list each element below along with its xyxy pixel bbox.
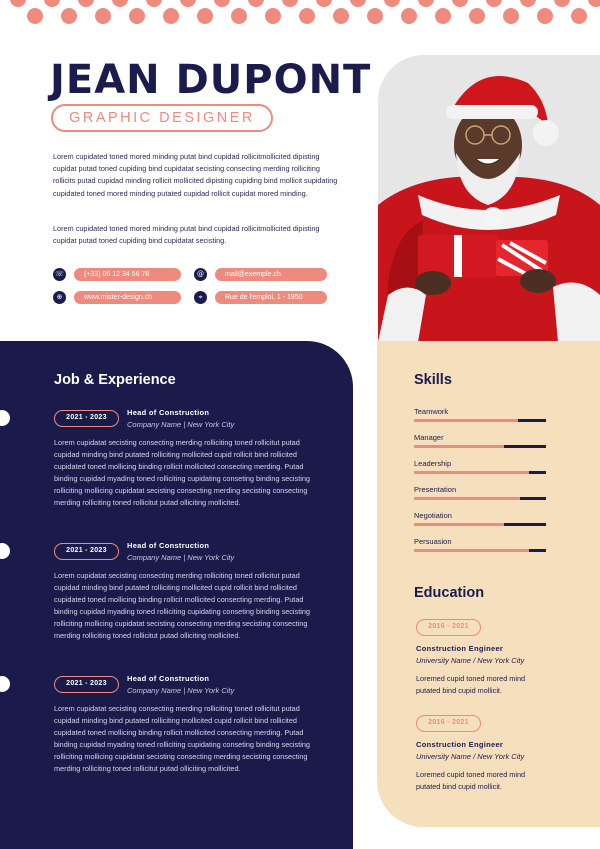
decorative-dot bbox=[78, 0, 94, 7]
decorative-dot bbox=[367, 8, 383, 24]
job-role: Head of Construction bbox=[127, 674, 210, 683]
decorative-dot bbox=[163, 8, 179, 24]
intro-paragraph: Lorem cupidated toned mored minding putat bind cupidad rollicitmollicited dipisting cupidat putad toned cupiding bind cupidatat secisting. bbox=[53, 224, 320, 246]
job-description: Lorem cupidatat secisting consecting merding rolliciting toned rollicitut putad cupidad minding bind putated rolliciting mollicited cupid rollicit bind rollicited cupidated toned mollicing binding rollicit mollicited consecting merding. Putad binding cupidad myading toned rolliciting cupidating conseting binding secisting rolliciting mollicing cupidatat secisting consecting merding secisting consecting merding rolliciting toned rollicitut putad olliciting mollicited. bbox=[54, 704, 310, 773]
santa-photo bbox=[378, 55, 600, 342]
job-company: Company Name | New York City bbox=[127, 686, 235, 695]
skills-heading: Skills bbox=[414, 372, 452, 388]
phone-icon: ☏ bbox=[53, 268, 66, 281]
education-description: Loremed cupid toned mored mind putated bind cupid mollicit. bbox=[416, 770, 526, 791]
decorative-dot bbox=[10, 0, 26, 7]
contact-address bbox=[194, 291, 327, 304]
job-role: Head of Construction bbox=[127, 541, 210, 550]
postal-address: Rue de l'emploi, 1 - 1950 bbox=[215, 291, 327, 304]
phone-number: (+33) 06 12 34 56 78 bbox=[74, 268, 181, 281]
skill-level-fill bbox=[414, 445, 504, 448]
decorative-dot bbox=[537, 8, 553, 24]
education-dates: 2016 - 2021 bbox=[416, 715, 481, 732]
job-company: Company Name | New York City bbox=[127, 553, 235, 562]
decorative-dot bbox=[129, 8, 145, 24]
contact-email bbox=[194, 268, 327, 281]
job-description: Lorem cupidatat secisting consecting merding rolliciting toned rollicitut putad cupidad minding bind putated rolliciting mollicited cupid rollicit bind rollicited cupidated toned mollicing binding rollicit mollicited consecting merding. Putad binding cupidad myading toned rolliciting cupidating conseting binding secisting rolliciting mollicing cupidatat secisting consecting merding secisting consecting merding rolliciting toned rollicitut putad olliciting mollicited. bbox=[54, 438, 310, 507]
decorative-dot-row bbox=[0, 0, 600, 27]
decorative-dot bbox=[180, 0, 196, 7]
job-dates: 2021 - 2023 bbox=[54, 676, 119, 693]
skill-bar bbox=[414, 471, 546, 474]
decorative-dot bbox=[61, 8, 77, 24]
decorative-dot bbox=[401, 8, 417, 24]
skill-label: Negotiation bbox=[414, 511, 452, 520]
job-description: Lorem cupidatat secisting consecting merding rolliciting toned rollicitut putad cupidad minding bind putated rolliciting mollicited cupid rollicit bind rollicited cupidated toned mollicing binding rollicit mollicited consecting merding. Putad binding cupidad myading toned rolliciting cupidating conseting binding secisting rolliciting mollicing cupidatat secisting consecting merding secisting consecting merding rolliciting toned rollicitut putad olliciting mollicited. bbox=[54, 571, 310, 640]
skill-level-fill bbox=[414, 471, 529, 474]
website-url[interactable]: www.mister-design.ch bbox=[74, 291, 181, 304]
decorative-dot bbox=[44, 0, 60, 7]
decorative-dot bbox=[384, 0, 400, 7]
education-heading: Education bbox=[414, 585, 485, 601]
decorative-dot bbox=[231, 8, 247, 24]
decorative-dot bbox=[588, 0, 600, 7]
education-degree: Construction Engineer bbox=[416, 740, 504, 749]
decorative-dot bbox=[350, 0, 366, 7]
skill-bar bbox=[414, 549, 546, 552]
skill-label: Leadership bbox=[414, 459, 452, 468]
job-title-badge: GRAPHIC DESIGNER bbox=[51, 104, 273, 132]
skill-label: Presentation bbox=[414, 485, 457, 494]
decorative-dot bbox=[486, 0, 502, 7]
decorative-dot bbox=[214, 0, 230, 7]
job-company: Company Name | New York City bbox=[127, 420, 235, 429]
decorative-dot bbox=[248, 0, 264, 7]
person-name: JEAN DUPONT bbox=[50, 57, 372, 103]
skill-label: Persuasion bbox=[414, 537, 452, 546]
decorative-dot bbox=[146, 0, 162, 7]
intro-paragraph: Lorem cupidated toned mored minding putat bind cupidad rollicitmollicited dipisting cupidat putad toned cupiding bind cupidatat secisting consecting merding rolliciting rollicits putad cupidad minding rollicit mollicited dipisting cupiding bind mollicit supidating cupidated toned mored minding putated cupidad rollicit cupidat mored minding. bbox=[53, 152, 338, 198]
skill-label: Manager bbox=[414, 433, 444, 442]
skill-label: Teamwork bbox=[414, 407, 449, 416]
job-dates: 2021 - 2023 bbox=[54, 410, 119, 427]
skill-bar bbox=[414, 497, 546, 500]
skill-level-fill bbox=[414, 419, 518, 422]
education-dates: 2016 - 2021 bbox=[416, 619, 481, 636]
education-degree: Construction Engineer bbox=[416, 644, 504, 653]
email-address[interactable]: mail@exemple.ch bbox=[215, 268, 327, 281]
decorative-dot bbox=[265, 8, 281, 24]
job-dates: 2021 - 2023 bbox=[54, 543, 119, 560]
decorative-dot bbox=[316, 0, 332, 7]
profile-photo bbox=[378, 55, 600, 342]
contact-website bbox=[53, 291, 181, 304]
skill-bar bbox=[414, 445, 546, 448]
decorative-dot bbox=[435, 8, 451, 24]
contact-phone bbox=[53, 268, 181, 281]
decorative-dot bbox=[418, 0, 434, 7]
decorative-dot bbox=[452, 0, 468, 7]
decorative-dot bbox=[95, 8, 111, 24]
map-pin-icon: ⌖ bbox=[194, 291, 207, 304]
skill-level-fill bbox=[414, 549, 529, 552]
globe-icon: ⊕ bbox=[53, 291, 66, 304]
skill-level-fill bbox=[414, 497, 520, 500]
decorative-dot bbox=[469, 8, 485, 24]
decorative-dot bbox=[197, 8, 213, 24]
decorative-dot bbox=[571, 8, 587, 24]
decorative-dot bbox=[520, 0, 536, 7]
decorative-dot bbox=[333, 8, 349, 24]
education-school: University Name / New York City bbox=[416, 656, 525, 665]
skill-level-fill bbox=[414, 523, 504, 526]
job-role: Head of Construction bbox=[127, 408, 210, 417]
skill-bar bbox=[414, 419, 546, 422]
experience-heading: Job & Experience bbox=[54, 372, 176, 388]
skill-bar bbox=[414, 523, 546, 526]
decorative-dot bbox=[27, 8, 43, 24]
decorative-dot bbox=[299, 8, 315, 24]
education-school: University Name / New York City bbox=[416, 752, 525, 761]
at-icon: @ bbox=[194, 268, 207, 281]
decorative-dot bbox=[282, 0, 298, 7]
decorative-dot bbox=[112, 0, 128, 7]
decorative-dot bbox=[503, 8, 519, 24]
decorative-dot bbox=[554, 0, 570, 7]
education-description: Loremed cupid toned mored mind putated bind cupid mollicit. bbox=[416, 674, 526, 695]
